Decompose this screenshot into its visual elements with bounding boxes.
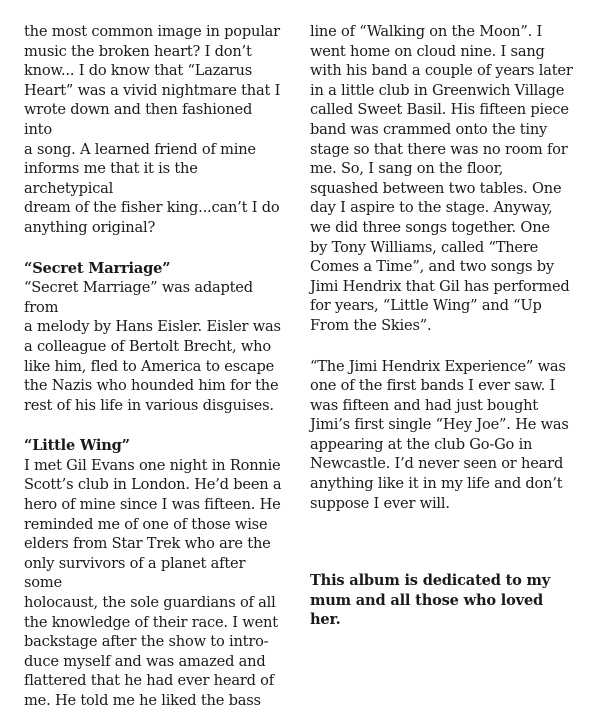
text-line: one of the first bands I ever saw. I (310, 377, 556, 395)
section-heading: “Secret Marriage” (24, 259, 171, 277)
text-line: the knowledge of their race. I went (24, 613, 278, 631)
text-line: a melody by Hans Eisler. Eisler was (24, 318, 281, 336)
text-line: rest of his life in various disguises. (24, 396, 274, 414)
text-line: a colleague of Bertolt Brecht, who (24, 337, 271, 355)
left-column (24, 22, 282, 711)
text-line: went home on cloud nine. I sang (310, 42, 545, 60)
text-line: Comes a Time”, and two songs by (310, 258, 554, 276)
text-line: with his band a couple of years later (310, 62, 573, 80)
text-line: Scott’s club in London. He’d been a (24, 476, 282, 494)
text-line: suppose I ever will. (310, 494, 450, 512)
text-line: anything like it in my life and don’t (310, 475, 563, 493)
text-line: informs me that it is the archetypical (24, 160, 198, 197)
text-line: Jimi Hendrix that Gil has performed (310, 277, 570, 295)
continuation-paragraph (310, 22, 576, 336)
text-line: “The Jimi Hendrix Experience” was (310, 357, 566, 375)
text-line: hero of mine since I was fifteen. He (24, 496, 281, 514)
paragraph-gap (24, 415, 282, 436)
text-line: elders from Star Trek who are the (24, 535, 271, 553)
text-line: a song. A learned friend of mine (24, 140, 256, 158)
dedication (310, 571, 576, 630)
text-line: band was crammed onto the tiny (310, 120, 548, 138)
text-line: appearing at the club Go-Go in (310, 435, 533, 453)
text-line: Jimi’s first single “Hey Joe”. He was (310, 416, 569, 434)
dedication-line: her. (310, 611, 341, 629)
text-line: called Sweet Basil. His fifteen piece (310, 101, 569, 119)
text-line: music the broken heart? I don’t (24, 42, 252, 60)
right-column (310, 22, 576, 630)
text-line: squashed between two tables. One (310, 179, 562, 197)
hendrix-paragraph (310, 357, 576, 514)
text-line: was fifteen and had just bought (310, 396, 538, 414)
text-line: day I aspire to the stage. Anyway, (310, 199, 553, 217)
text-line: like him, fled to America to escape (24, 357, 275, 375)
text-line: From the Skies”. (310, 316, 432, 334)
section-heading: “Little Wing” (24, 437, 130, 455)
text-line: we did three songs together. One (310, 218, 550, 236)
text-line: the Nazis who hounded him for the (24, 377, 279, 395)
text-line: know... I do know that “Lazarus (24, 62, 253, 80)
text-line: the most common image in popular (24, 23, 280, 40)
intro-paragraph (24, 22, 282, 238)
text-line: dream of the fisher king...can’t I do (24, 199, 280, 217)
dedication-line: This album is dedicated to my (310, 572, 551, 590)
text-line: for years, “Little Wing” and “Up (310, 297, 542, 315)
text-line: line of “Walking on the Moon”. I (310, 23, 543, 40)
paragraph-gap (310, 336, 576, 357)
text-line: “Secret Marriage” was adapted from (24, 279, 253, 316)
text-line: I met Gil Evans one night in Ronnie (24, 456, 281, 474)
text-line: duce myself and was amazed and (24, 652, 266, 670)
secret-marriage-section (24, 259, 282, 416)
text-line: in a little club in Greenwich Village (310, 81, 565, 99)
paragraph-gap (24, 238, 282, 259)
text-line: holocaust, the sole guardians of all (24, 594, 276, 612)
text-line: Heart” was a vivid nightmare that I (24, 81, 281, 99)
text-line: backstage after the show to intro- (24, 633, 269, 651)
little-wing-section (24, 436, 282, 710)
text-line: stage so that there was no room for (310, 140, 568, 158)
text-line: only survivors of a planet after some (24, 554, 246, 592)
text-line: me. So, I sang on the floor, (310, 160, 504, 178)
text-line: me. He told me he liked the bass (24, 692, 261, 709)
text-line: anything original? (24, 218, 156, 236)
dedication-line: mum and all those who loved (310, 591, 544, 609)
text-line: reminded me of one of those wise (24, 515, 268, 533)
text-line: Newcastle. I’d never seen or heard (310, 455, 564, 473)
text-line: by Tony Williams, called “There (310, 238, 539, 256)
text-line: wrote down and then fashioned into (24, 101, 253, 138)
section-gap (310, 513, 576, 571)
text-line: flattered that he had ever heard of (24, 672, 274, 690)
